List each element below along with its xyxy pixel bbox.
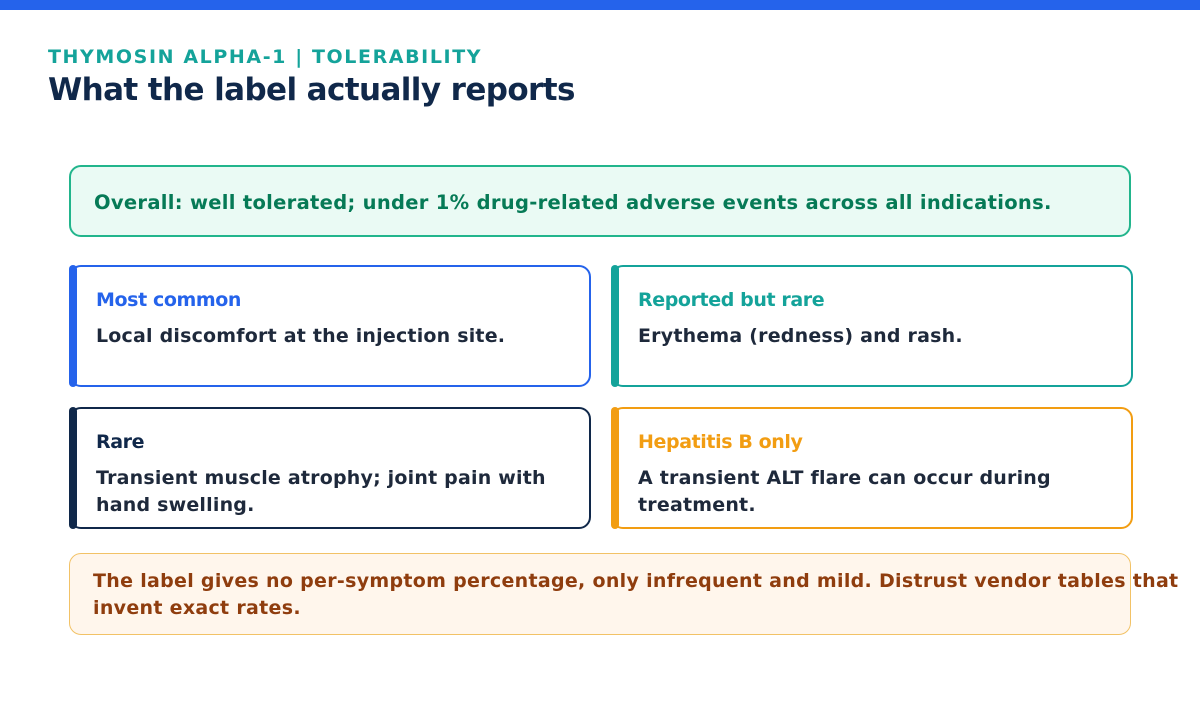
card-title: Rare (96, 431, 145, 453)
page-title: What the label actually reports (48, 72, 575, 108)
card-accent-bar (69, 265, 77, 387)
caution-note-text: The label gives no per-symptom percentage, only infrequent and mild. Distrust vendor tables that invent exact rates. (93, 570, 1179, 619)
summary-callout (69, 165, 1131, 237)
card-title: Reported but rare (638, 289, 825, 311)
card-accent-bar (611, 407, 619, 529)
card-accent-bar (69, 407, 77, 529)
card-rare (69, 407, 591, 529)
summary-text: Overall: well tolerated; under 1% drug-related adverse events across all indications. (94, 191, 1052, 214)
top-accent-bar (0, 0, 1200, 10)
card-body: Erythema (redness) and rash. (638, 325, 963, 347)
card-accent-bar (611, 265, 619, 387)
card-hepatitis-b-only (611, 407, 1133, 529)
caution-note (69, 553, 1179, 635)
card-body: Local discomfort at the injection site. (96, 325, 506, 347)
card-reported-but-rare (611, 265, 1133, 387)
card-body: Transient muscle atrophy; joint pain with hand swelling. (96, 467, 546, 516)
card-most-common (69, 265, 591, 387)
eyebrow-label: THYMOSIN ALPHA-1 | TOLERABILITY (48, 46, 483, 68)
card-title: Hepatitis B only (638, 431, 803, 453)
card-title: Most common (96, 289, 242, 311)
card-body: A transient ALT flare can occur during treatment. (638, 467, 1051, 516)
